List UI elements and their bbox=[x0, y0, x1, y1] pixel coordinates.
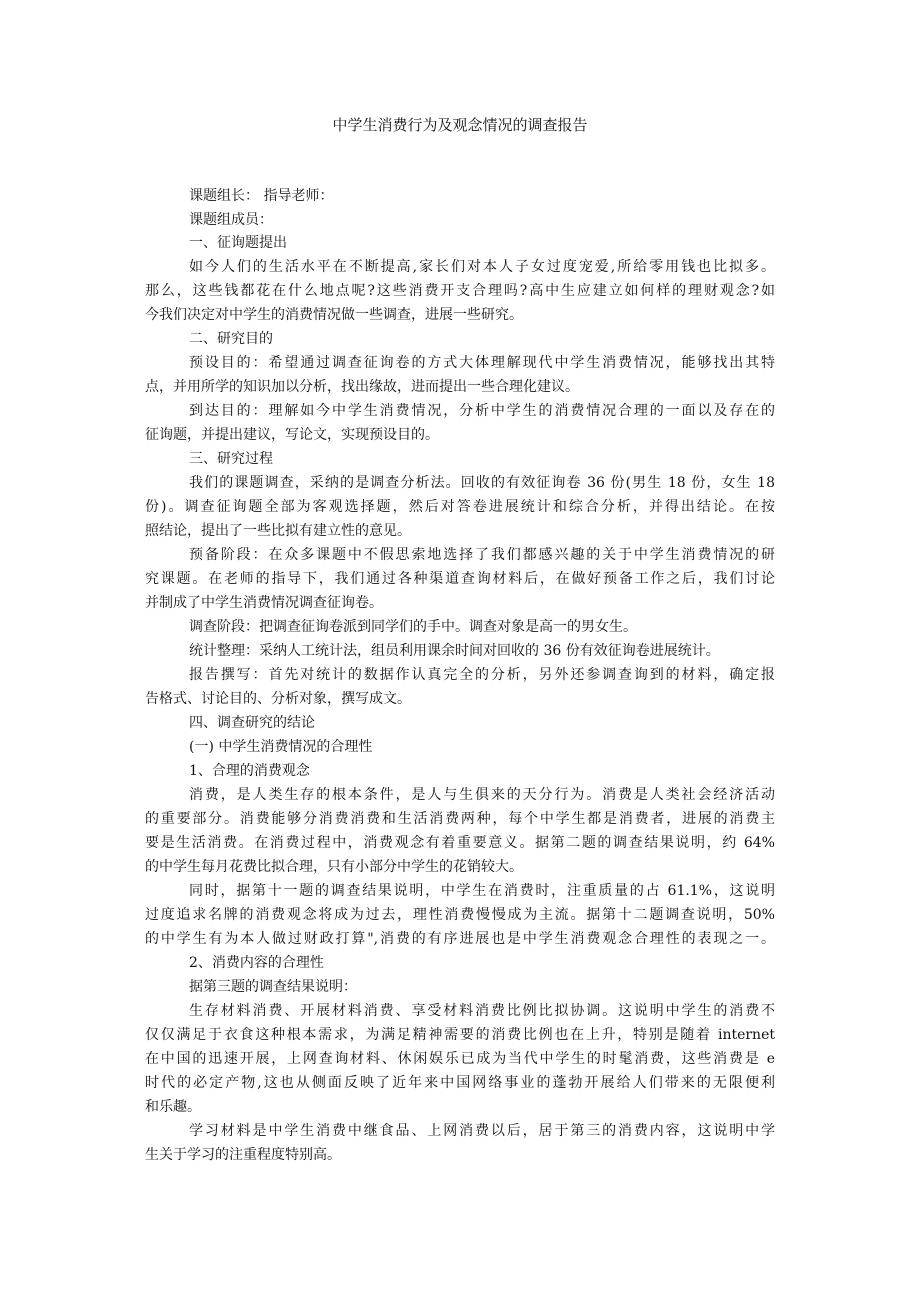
section-heading: 二、研究目的 bbox=[189, 331, 273, 347]
section-heading: 三、研究过程 bbox=[189, 451, 273, 467]
text-line: 报告撰写：首先对统计的数据作认真完全的分析，另外还参调查询到的材料，确定报 bbox=[189, 667, 775, 683]
text-line: 照结论，提出了一些比拟有建立性的意见。 bbox=[145, 523, 411, 539]
text-line: 要是生活消费。在消费过程中，消费观念有着重要意义。据第二题的调查结果说明，约 64% bbox=[145, 835, 775, 851]
subsection-heading: (一) 中学生消费情况的合理性 bbox=[189, 739, 373, 755]
text-line: 课题组长： 指导老师： bbox=[189, 188, 334, 204]
text-line: 同时，据第十一题的调查结果说明，中学生在消费时，注重质量的占 61.1%，这说明 bbox=[189, 883, 775, 899]
text-line: 的重要部分。消费能够分消费消费和生活消费两种，每个中学生都是消费者，进展的消费主 bbox=[145, 811, 775, 827]
text-line: 征询题，并提出建议，写论文，实现预设目的。 bbox=[145, 427, 439, 443]
text-line: 今我们决定对中学生的消费情况做一些调查，进展一些研究。 bbox=[145, 307, 523, 323]
text-line: 告格式、讨论目的、分析对象，撰写成文。 bbox=[145, 691, 411, 707]
text-line: 的中学生有为本人做过财政打算",消费的有序进展也是中学生消费观念合理性的表现之一。 bbox=[145, 931, 775, 947]
text-line: 那么，这些钱都花在什么地点呢?这些消费开支合理吗?高中生应建立如何样的理财观念?如 bbox=[145, 283, 775, 299]
text-line: 消费，是人类生存的根本条件，是人与生俱来的天分行为。消费是人类社会经济活动 bbox=[189, 787, 775, 803]
text-line: 据第三题的调查结果说明： bbox=[189, 979, 357, 995]
text-line: 如今人们的生活水平在不断提高,家长们对本人子女过度宠爱,所给零用钱也比拟多。 bbox=[189, 259, 775, 275]
text-line: 时代的必定产物,这也从侧面反映了近年来中国网络事业的蓬勃开展给人们带来的无限便利 bbox=[145, 1075, 775, 1091]
report-title: 中学生消费行为及观念情况的调查报告 bbox=[332, 116, 588, 134]
text-line: 课题组成员： bbox=[189, 212, 273, 228]
text-line: 点，并用所学的知识加以分析，找出缘故，进而提出一些合理化建议。 bbox=[145, 379, 579, 395]
text-line: 仅仅满足于衣食这种根本需求，为满足精神需要的消费比例也在上升，特别是随着 internet bbox=[145, 1027, 775, 1043]
text-line: 和乐趣。 bbox=[145, 1099, 201, 1115]
text-line: 究课题。在老师的指导下，我们通过各种渠道查询材料后，在做好预备工作之后，我们讨论 bbox=[145, 571, 775, 587]
text-line: 生存材料消费、开展材料消费、享受材料消费比例比拟协调。这说明中学生的消费不 bbox=[189, 1003, 775, 1019]
text-line: 过度追求名牌的消费观念将成为过去，理性消费慢慢成为主流。据第十二题调查说明，50% bbox=[145, 907, 775, 923]
text-line: 我们的课题调查，采纳的是调查分析法。回收的有效征询卷 36 份(男生 18 份，女生 18 bbox=[189, 475, 775, 491]
text-line: 在中国的迅速开展，上网查询材料、休闲娱乐已成为当代中学生的时髦消费，这些消费是 e bbox=[145, 1051, 775, 1067]
text-line: 预备阶段：在众多课题中不假思索地选择了我们都感兴趣的关于中学生消费情况的研 bbox=[189, 547, 775, 563]
text-line: 份)。调查征询题全部为客观选择题，然后对答卷进展统计和综合分析，并得出结论。在按 bbox=[145, 499, 775, 515]
text-line: 统计整理：采纳人工统计法，组员利用课余时间对回收的 36 份有效征询卷进展统计。 bbox=[189, 643, 720, 659]
section-heading: 四、调查研究的结论 bbox=[189, 715, 315, 731]
text-line: 并制成了中学生消费情况调查征询卷。 bbox=[145, 595, 383, 611]
text-line: 生关于学习的注重程度特别高。 bbox=[145, 1147, 341, 1163]
text-line: 预设目的：希望通过调查征询卷的方式大体理解现代中学生消费情况，能够找出其特 bbox=[189, 355, 775, 371]
text-line: 到达目的：理解如今中学生消费情况，分析中学生的消费情况合理的一面以及存在的 bbox=[189, 403, 775, 419]
text-line: 学习材料是中学生消费中继食品、上网消费以后，居于第三的消费内容，这说明中学 bbox=[189, 1123, 775, 1139]
section-heading: 一、征询题提出 bbox=[189, 235, 287, 251]
subsection-heading: 2、消费内容的合理性 bbox=[189, 955, 324, 971]
text-line: 的中学生每月花费比拟合理，只有小部分中学生的花销较大。 bbox=[145, 859, 523, 875]
subsection-heading: 1、合理的消费观念 bbox=[189, 763, 310, 779]
text-line: 调查阶段：把调查征询卷派到同学们的手中。调查对象是高一的男女生。 bbox=[189, 619, 637, 635]
